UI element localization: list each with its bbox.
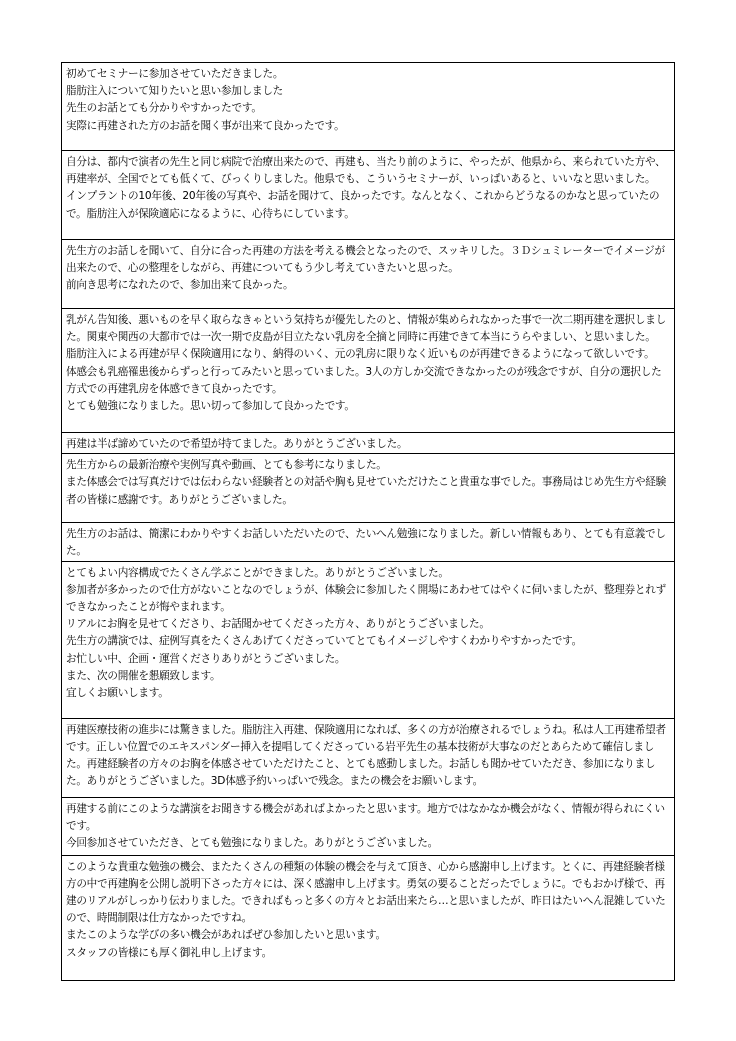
comment-line: またこのような学びの多い機会があればぜひ参加したいと思います。 — [66, 929, 386, 942]
comment-cell — [62, 454, 675, 523]
comment-line: 再建は半ば諦めていたので希望が持てました。ありがとうございました。 — [66, 438, 408, 450]
comment-cell — [62, 309, 675, 433]
comment-line: 先生のお話とても分かりやすかったです。 — [66, 102, 262, 115]
comment-line: 前向き思考になれたので、参加出来て良かった。 — [66, 279, 294, 292]
comment-line: リアルにお胸を見せてくださり、お話聞かせてくださった方々、ありがとうございました。 — [66, 618, 490, 631]
comment-row — [62, 309, 675, 433]
comment-line: とても勉強になりました。思い切って参加して良かったです。 — [66, 400, 355, 413]
comment-cell — [62, 797, 675, 855]
comment-line: 先生方の講演では、症例写真をたくさんあげてくださっていてとてもイメージしやすくわかりやすかったです。 — [66, 635, 583, 648]
comment-line: このような貴重な勉強の機会、またたくさんの種類の体験の機会を与えて頂き、心から感謝申し上げます。とくに、再建経験者様方の中で再建胸を公開し説明下さった方々には、深く感謝申し上げます。勇気の要ることだったでしょうに。でもおかげ様で、再建のリアルがしっかり伝わりました。できればもっと多くの方々とお話出来たら…と思いましたが、昨日はたいへん混雑していたので、時間制限は仕方なかったですね。 — [66, 860, 666, 925]
comment-cell — [62, 561, 675, 718]
comment-line: 先生方のお話しを聞いて、自分に合った再建の方法を考える機会となったので、スッキリした。３Ｄシュミレーターでイメージが出来たので、心の整理をしながら、再建についてもう少し考えていきたいと思った。 — [66, 245, 665, 275]
comment-line: 先生方のお話は、簡潔にわかりやすくお話しいただいたので、たいへん勉強になりました。新しい情報もあり、とても有意義でした。 — [66, 528, 666, 558]
comment-line: また体感会では写真だけでは伝わらない経験者との対話や胸も見せていただけたこと貴重な事でした。事務局はじめ先生方や経験者の皆様に感謝です。ありがとうございました。 — [66, 476, 666, 506]
comment-line: 宜しくお願いします。 — [66, 687, 169, 700]
comment-line: 実際に再建された方のお話を聞く事が出来て良かったです。 — [66, 119, 345, 132]
comment-cell — [62, 63, 675, 151]
comment-line: 体感会も乳癌罹患後からずっと行ってみたいと思っていました。3人の方しか交流できなかったのが残念ですが、自分の選択した方式での再建乳房を体感できて良かったです。 — [66, 365, 662, 395]
comment-line: 再建する前にこのような講演をお聞きする機会があればよかったと思います。地方ではなかなか機会がなく、情報が得られにくいです。 — [66, 802, 665, 832]
comment-line: 先生方からの最新治療や実例写真や動画、とても参考になりました。 — [66, 459, 387, 472]
comment-cell — [62, 240, 675, 309]
comment-cell — [62, 433, 675, 454]
comment-row — [62, 433, 675, 454]
comment-line: 今回参加させていただき、とても勉強になりました。ありがとうございました。 — [66, 837, 438, 850]
comment-cell — [62, 718, 675, 797]
comment-line: また、次の開催を懇願致します。 — [66, 669, 221, 682]
comment-row — [62, 151, 675, 240]
comment-row — [62, 454, 675, 523]
comment-row — [62, 523, 675, 561]
comment-line: とてもよい内容構成でたくさん学ぶことができました。ありがとうございました。 — [66, 566, 449, 579]
comment-line: 乳がん告知後、悪いものを早く取らなきゃという気持ちが優先したのと、情報が集められなかった事で一次二期再建を選択しました。関東や関西の大都市では一次一期で皮島が目立たない乳房を全摘と同時に再建できて本当にうらやましい、と思いました。 — [66, 314, 666, 344]
comment-row — [62, 240, 675, 309]
comment-line: 初めてセミナーに参加させていただきました。 — [66, 68, 284, 80]
comment-row — [62, 718, 675, 797]
comment-line: 脂肪注入による再建が早く保険適用になり、納得のいく、元の乳房に限りなく近いものが再建できるようになって欲しいです。 — [66, 348, 655, 361]
comment-line: インプラントの10年後、20年後の写真や、お話を聞けて、良かったです。なんとなく、これからどうなるのかなと思っていたので。脂肪注入が保険適応になるように、心待ちにしています。 — [66, 190, 660, 220]
comment-line: 自分は、都内で演者の先生と同じ病院で治療出来たので、再建も、当たり前のように、やったが、他県から、来られていた方や、再建率が、全国でとても低くて、びっくりしました。他県でも、こういうセミナーが、いっぱいあると、いいなと思いました。 — [66, 156, 666, 186]
survey-comments-table — [61, 62, 675, 981]
comment-row — [62, 797, 675, 855]
comment-row — [62, 63, 675, 151]
comment-line: 脂肪注入について知りたいと思い参加しました — [66, 85, 284, 98]
comment-line: スタッフの皆様にも厚く御礼申し上げます。 — [66, 946, 273, 959]
comment-row — [62, 855, 675, 980]
comment-cell — [62, 151, 675, 240]
comment-cell — [62, 855, 675, 980]
comment-line: 参加者が多かったので仕方がないことなのでしょうが、体験会に参加したく開場にあわせてはやくに伺いましたが、整理券とれずできなかったことが悔やまれます。 — [66, 583, 666, 614]
comment-line: 再建医療技術の進歩には驚きました。脂肪注入再建、保険適用になれば、多くの方が治療されるでしょうね。私は人工再建希望者です。正しい位置でのエキスパンダー挿入を提唱してくださっている岩平先生の基本技術が大事なのだとあらためて確信しました。再建経験者の方々のお胸を体感させていただけたこと、とても感動しました。お話しも聞かせていただき、参加になりました。ありがとうございました。3D体感予約いっぱいで残念。またの機会をお願いします。 — [66, 723, 666, 788]
comment-cell — [62, 523, 675, 561]
comment-line: お忙しい中、企画・運営くださりありがとうございました。 — [66, 652, 346, 665]
comment-row — [62, 561, 675, 718]
